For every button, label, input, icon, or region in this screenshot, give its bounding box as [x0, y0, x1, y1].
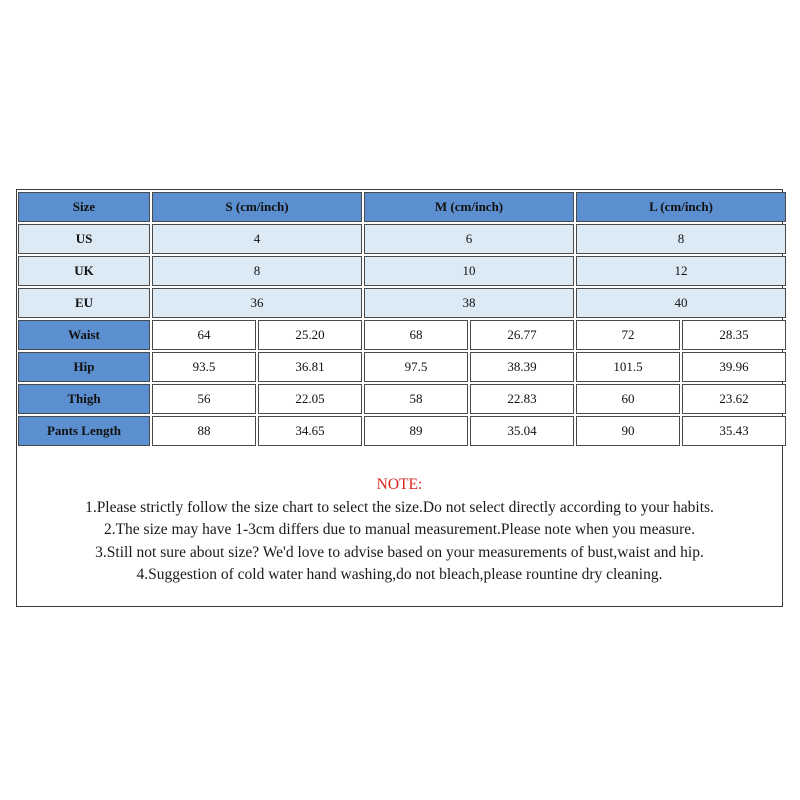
header-row	[18, 192, 786, 222]
notes-section	[17, 474, 782, 587]
region-value: 8	[576, 224, 786, 254]
measure-inch: 34.65	[258, 416, 362, 446]
measure-cm: 56	[152, 384, 256, 414]
measure-cm: 97.5	[364, 352, 468, 382]
region-label: UK	[18, 256, 150, 286]
measure-cm: 58	[364, 384, 468, 414]
measure-inch: 22.05	[258, 384, 362, 414]
measure-inch: 28.35	[682, 320, 786, 350]
region-value: 4	[152, 224, 362, 254]
region-value: 8	[152, 256, 362, 286]
measure-row-pants-length	[18, 416, 786, 446]
region-row-eu	[18, 288, 786, 318]
region-row-us	[18, 224, 786, 254]
measure-cm: 89	[364, 416, 468, 446]
region-value: 38	[364, 288, 574, 318]
measure-inch: 25.20	[258, 320, 362, 350]
note-line: 4.Suggestion of cold water hand washing,do not bleach,please rountine dry cleaning.	[136, 566, 663, 583]
measure-label: Hip	[18, 352, 150, 382]
measure-cm: 101.5	[576, 352, 680, 382]
note-line: 1.Please strictly follow the size chart to select the size.Do not select directly according to your habits.	[85, 498, 714, 516]
measure-row-thigh	[18, 384, 786, 414]
region-label: EU	[18, 288, 150, 318]
measure-cm: 93.5	[152, 352, 256, 382]
measure-row-hip	[18, 352, 786, 382]
measure-inch: 35.04	[470, 416, 574, 446]
measure-inch: 23.62	[682, 384, 786, 414]
measure-inch: 35.43	[682, 416, 786, 446]
measure-inch: 36.81	[258, 352, 362, 382]
region-row-uk	[18, 256, 786, 286]
note-line: 3.Still not sure about size? We'd love to advise based on your measurements of bust,waist and hip.	[95, 543, 704, 561]
measure-cm: 64	[152, 320, 256, 350]
measure-cm: 88	[152, 416, 256, 446]
measure-inch: 26.77	[470, 320, 574, 350]
measure-cm: 90	[576, 416, 680, 446]
size-chart-table	[16, 190, 788, 448]
region-value: 40	[576, 288, 786, 318]
region-value: 36	[152, 288, 362, 318]
measure-cm: 72	[576, 320, 680, 350]
measure-row-waist	[18, 320, 786, 350]
size-l-header: L (cm/inch)	[576, 192, 786, 222]
region-value: 12	[576, 256, 786, 286]
measure-cm: 60	[576, 384, 680, 414]
region-label: US	[18, 224, 150, 254]
note-title: NOTE:	[376, 476, 423, 493]
size-header: Size	[18, 192, 150, 222]
measure-label: Waist	[18, 320, 150, 350]
region-value: 6	[364, 224, 574, 254]
size-s-header: S (cm/inch)	[152, 192, 362, 222]
note-line: 2.The size may have 1-3cm differs due to manual measurement.Please note when you measure.	[103, 521, 696, 538]
measure-label: Thigh	[18, 384, 150, 414]
size-m-header: M (cm/inch)	[364, 192, 574, 222]
measure-cm: 68	[364, 320, 468, 350]
region-value: 10	[364, 256, 574, 286]
measure-inch: 22.83	[470, 384, 574, 414]
measure-label: Pants Length	[18, 416, 150, 446]
measure-inch: 38.39	[470, 352, 574, 382]
measure-inch: 39.96	[682, 352, 786, 382]
